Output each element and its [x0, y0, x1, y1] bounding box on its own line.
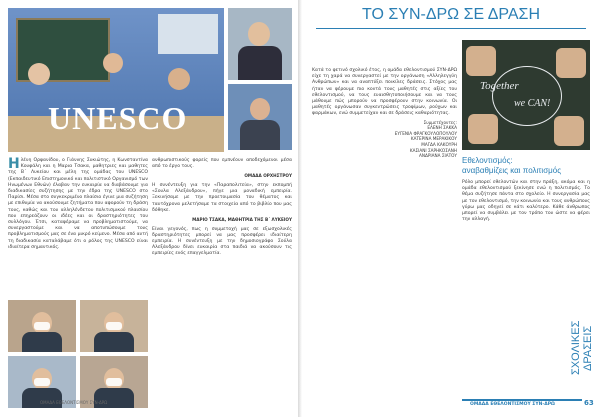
student-photos	[8, 300, 148, 408]
section-label-vertical: ΣΧΟΛΙΚΕΣ ΔΡΑΣΕΙΣ	[570, 320, 594, 376]
chalk-text: Together	[480, 80, 519, 92]
article-column	[312, 68, 457, 159]
article-text: Η συνέντευξη για την «Παραπολιτεία», στην εκπομπή «Σουλα Αλεξάνδρου», πήγε μια μοναδική εμπειρία. Ξεκινήσαμε με την προετοιμασία του θέματος και ταυτόχρονα μελετήσαμε τα στοιχεία από το βιβλίο που μας δόθηκε.	[152, 183, 292, 213]
window	[158, 14, 218, 54]
signer: ΜΑΓΔΑ ΚΑΚΟΥΡΗ	[421, 142, 457, 147]
section-heading: Εθελοντισμός:	[462, 156, 513, 165]
signer: ΚΑΣΙΑΝΙ ΣΑΡΗΚΟΣΑΝΗ	[409, 147, 457, 153]
article-text: Κατά το φετινό σχολικό έτος, η ομάδα εθελοντισμού ΣΥΝ-ΔΡΩ είχε τη χαρά να συνεργαστεί με την οργάνωση «Αλληλεγγύη Ανθρώπων» και να αναπτύξει ποικίλες δράσεις. Στόχος μας ήταν να φέρουμε πιο κοντά τους μαθητές στις αξίες του εθελοντισμού, να τους ευαισθητοποιήσουμε και να τους μάθουμε πώς μπορούν να προσφέρουν στην κοινωνία. Οι μαθητές οργάνωσαν συγκεντρώσεις τροφίμων, ρούχων και φαρμάκων, ενώ συμμετείχαν και σε δράσεις καθαριότητας.	[312, 68, 457, 117]
page-gutter	[298, 0, 302, 417]
page-title: ΤΟ ΣΥΝ-ΔΡΩ ΣΕ ΔΡΑΣΗ	[362, 6, 540, 23]
footer-rule	[462, 399, 582, 401]
article-text: λένη Ορφανίδου, ο Γιάννης Συκιώτης, η Κωνσταντίνα Κουφάλη και η Μαρια Τσακα, μαθητριες και μαθητες της Β΄ Λυκείου και μέλη της ομάδας του UNESCO (Εκπαιδευτικό Επιστημονικό και πολιτιστικό Οργανισμό των Ηνωμένων Εθνών) έλαβαν την ευκαιρία να διαβάσουμε για διαδικασίες συζήτησης με την έδρα της UNESCO στο Παρίσι. Μέσα στο συγκεκριμένο πλαίσιο έγινε μια συζήτηση με επιθυμία να ακούσουμε ζητήματα που αφορούν τη δράση τους, καθώς και του αλληλένδετου πολιτισμικού πλαισίου που επηρεάζουν οι ιδέες και οι δραστηριότητες του συλλόγου. Έτσι, καταφέραμε να προβληματιστούμε, να συνεργαστούμε και να αποτυπώσουμε τους προβληματισμούς μας σε ένα μικρό κείμενο. Μέσα από αυτή τη διαδικασία καταλάβαμε ότι ο ρόλος της UNESCO είναι ιδιαίτερα σημαντικός.	[8, 158, 148, 250]
chalkboard-photo	[462, 40, 590, 150]
hand	[556, 48, 586, 78]
signers-list	[312, 120, 457, 159]
signers-title: Συμμετέχοντες:	[423, 119, 457, 125]
student-head	[103, 53, 123, 73]
chalk-circle	[492, 66, 562, 126]
signer: ΕΥΓΕΝΙΑ ΦΡΑΓΚΟΥΛΟΠΟΥΛΟΥ	[394, 130, 457, 136]
right-footer: ΟΜΑΔΑ ΕΘΕΛΟΝΤΙΣΜΟΥ ΣΥΝ-ΔΡΩ	[470, 402, 555, 407]
portrait-photo	[228, 8, 292, 80]
unesco-logo-text: UNESCO	[48, 100, 188, 136]
hand	[554, 116, 584, 146]
left-footer: ΟΜΑΔΑ ΕΘΕΛΟΝΤΙΣΜΟΥ ΣΥΝ-ΔΡΩ	[40, 400, 108, 405]
hand	[466, 46, 496, 76]
signature: ΜΑΡΙΟ ΤΣΑΚΑ, ΜΑΘΗΤΡΙΑ ΤΗΣ Β΄ ΛΥΚΕΙΟΥ	[192, 217, 292, 223]
student-head	[28, 63, 50, 85]
portrait-photo	[228, 84, 292, 150]
chalk-text: we CAN!	[514, 98, 551, 109]
signature: ΟΜΑΔΑ ΟΡΧΗΣΤΡΟΥ	[244, 173, 292, 179]
signer: ΑΝΔΡΙΑΝΑ ΣΙΑΤΟΥ	[419, 153, 457, 159]
article-column-1	[8, 158, 148, 251]
section-subheading: αναβαθμίζεις και πολιτισμός	[462, 166, 562, 175]
page-number: 63	[584, 399, 594, 407]
unesco-class-photo	[8, 8, 224, 152]
article-text: ανθρωπιστικούς φορείς που εμπνέουν αποδεχόμενοι μέσα από το έργο τους.	[152, 158, 292, 170]
article-text: Είναι γεγονός, πως η συμμετοχή μας σε εξωσχολικές δραστηριότητες μπορεί να μας προσφέρει ιδιαίτερη εμπειρία. Η συνέντευξη με την δημοσιογράφο Σούλα Αλεξάνδρου δίνει ευκαιρία στα παιδιά να ακούσουν τις εμπειρίες ενός επαγγελματία.	[152, 226, 292, 257]
drop-cap: Η	[8, 156, 20, 172]
article-text: Ρόλο μπορεί εθελοντών και στην πράξη, ακόμα και η ομάδα εθελοντισμού ξεκίνησε ενώ η πολιτισμός. Το θέμα συζήτησε πάντα στο σχολείο. Η συνεργασία μας με τον εθελοντισμό, την κοινωνία και τους ανθρώπους γύρω μας οδηγεί σε κάτι καλύτερο. Κάθε άνθρωπος μπορεί να συμβάλει με τον τρόπο του ώστε να φέρει την αλλαγή.	[462, 180, 590, 223]
signer: ΕΛΕΝΗ ΣΑΚΚΑ	[427, 125, 457, 131]
hand	[468, 114, 498, 144]
signer: ΚΑΤΕΡΙΝΑ ΜΕΡΑΚΙΚΟΥ	[410, 136, 457, 142]
student-photo	[80, 300, 148, 352]
title-underline	[316, 28, 586, 29]
article-column-2	[152, 158, 292, 258]
student-head	[168, 68, 190, 90]
student-photo	[8, 300, 76, 352]
